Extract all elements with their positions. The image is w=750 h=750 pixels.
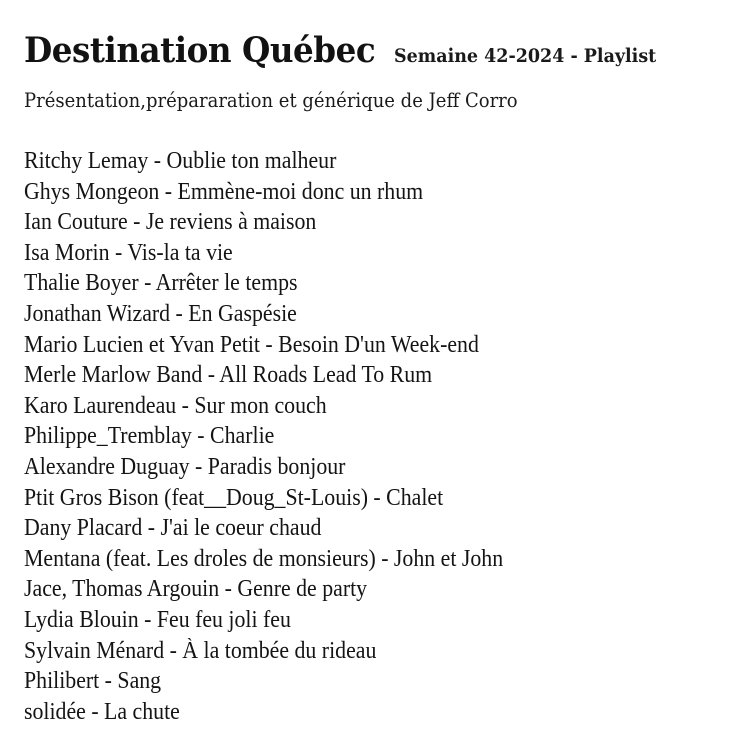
track-item: Thalie Boyer - Arrêter le temps	[24, 270, 298, 297]
track-item: Ghys Mongeon - Emmène-moi donc un rhum	[24, 178, 424, 205]
track-item: solidée - La chute	[24, 698, 180, 725]
track-item: Ian Couture - Je reviens à maison	[24, 209, 317, 236]
track-item: Mentana (feat. Les droles de monsieurs) - John et John	[24, 545, 504, 572]
track-item: Isa Morin - Vis-la ta vie	[24, 239, 233, 266]
track-item: Merle Marlow Band - All Roads Lead To Rum	[24, 362, 433, 389]
track-item: Ptit Gros Bison (feat__Doug_St-Louis) - Chalet	[24, 484, 444, 511]
track-item: Lydia Blouin - Feu feu joli feu	[24, 606, 291, 633]
track-item: Sylvain Ménard - À la tombée du rideau	[24, 637, 377, 664]
track-item: Dany Placard - J'ai le coeur chaud	[24, 515, 322, 542]
track-item: Philibert - Sang	[24, 668, 162, 695]
header	[24, 30, 679, 71]
page-title: Destination Québec	[24, 30, 376, 71]
track-item: Alexandre Duguay - Paradis bonjour	[24, 453, 346, 480]
track-item: Ritchy Lemay - Oublie ton malheur	[24, 148, 337, 174]
track-item: Mario Lucien et Yvan Petit - Besoin D'un Week-end	[24, 331, 479, 358]
track-item: Jonathan Wizard - En Gaspésie	[24, 300, 297, 327]
track-list	[24, 146, 551, 727]
track-item: Jace, Thomas Argouin - Genre de party	[24, 576, 368, 603]
track-item: Philippe_Tremblay - Charlie	[24, 423, 275, 450]
week-label: Semaine 42-2024 - Playlist	[393, 45, 656, 67]
track-item: Karo Laurendeau - Sur mon couch	[24, 392, 327, 419]
credits-line: Présentation,prépararation et générique de Jeff Corro	[24, 88, 518, 112]
